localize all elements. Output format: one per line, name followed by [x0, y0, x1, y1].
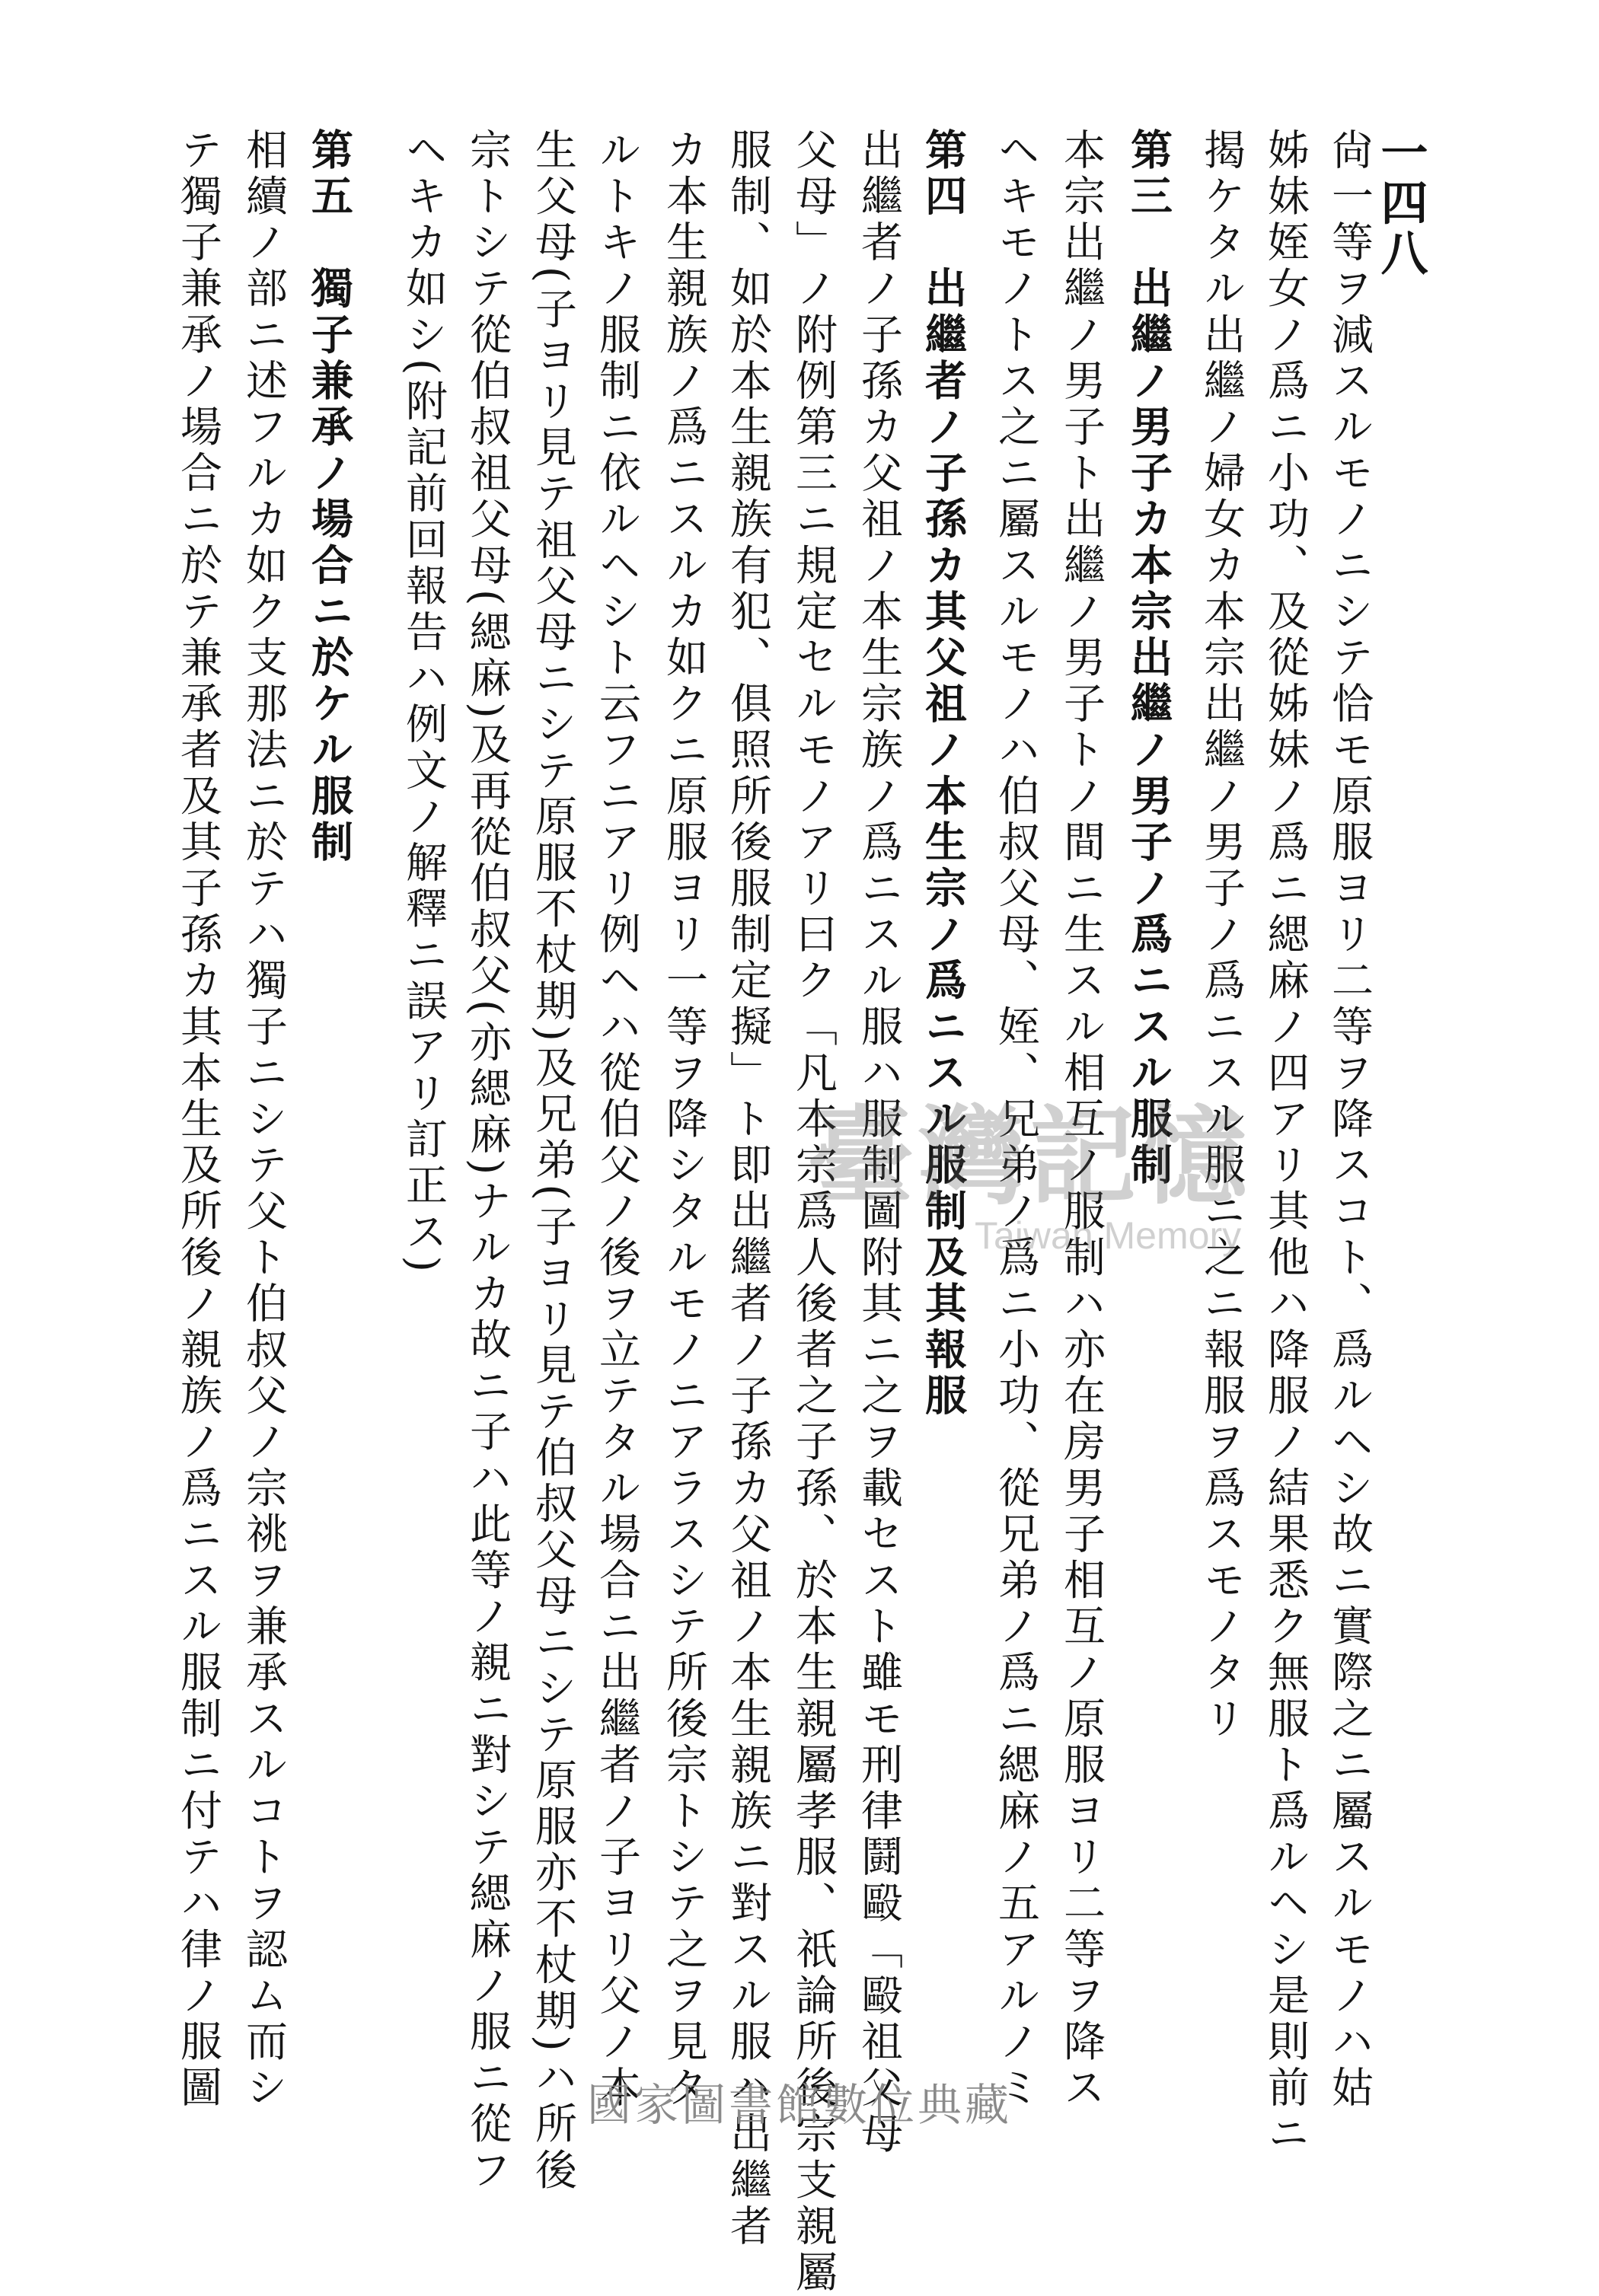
text-column: カ本生親族ノ爲ニスルカ如クニ原服ヨリ一等ヲ降シタルモノニアラスシテ所後宗トシテ之ヲ見タ	[659, 128, 708, 2112]
text-column: 揭ケタル出繼ノ婦女カ本宗出繼ノ男子ノ爲ニスル服ニ之ニ報服ヲ爲スモノタリ	[1197, 128, 1246, 1743]
text-column: 尙一等ヲ減スルモノニシテ恰モ原服ヨリ二等ヲ降スコト、爲ルヘシ故ニ實際之ニ屬スルモノハ姑	[1325, 128, 1374, 2112]
section-heading: 第五 獨子兼承ノ場合ニ於ケル服制	[305, 128, 353, 866]
text-column: 相續ノ部ニ述フルカ如ク支那法ニ於テハ獨子ニシテ父ト伯叔父ノ宗祧ヲ兼承スルコトヲ認ム而シ	[239, 128, 288, 2112]
footer-archive-label: 國家圖書館數位典藏	[586, 2079, 1012, 2131]
text-column: 出繼者ノ子孫カ父祖ノ本生宗族ノ爲ニスル服ハ服制圖附其ニ之ヲ載セスト雖モ刑律鬪毆「毆祖父母	[854, 128, 903, 2158]
page-number: 一四八	[1373, 128, 1428, 279]
text-column: 宗トシテ從伯叔祖父母(緦麻)及再從伯叔父(亦緦麻)ナルカ故ニ子ハ此等ノ親ニ對シテ緦麻ノ服ニ從フ	[463, 128, 512, 2195]
text-column: ルトキノ服制ニ依ルヘシト云フニアリ例ヘハ從伯父ノ後ヲ立テタル場合ニ出繼者ノ子ヨリ父ノ本	[592, 128, 641, 2112]
text-column: 本宗出繼ノ男子ト出繼ノ男子トノ間ニ生スル相互ノ服制ハ亦在房男子相互ノ原服ヨリ二等ヲ降ス	[1057, 128, 1106, 2112]
watermark-subtitle: Taiwan Memory	[975, 1214, 1242, 1257]
watermark-title: 臺灣記憶	[807, 1095, 1253, 1220]
text-column: テ獨子兼承ノ場合ニ於テ兼承者及其子孫カ其本生及所後ノ親族ノ爲ニスル服制ニ付テハ律ノ服圖	[174, 128, 222, 2112]
text-column: 服制、如於本生親族有犯、俱照所後服制定擬」ト即出繼者ノ子孫カ父祖ノ本生親族ニ對スル服ハ出繼者	[723, 128, 772, 2250]
text-column: 父母」ノ附例第三ニ規定セルモノアリ曰ク「凡本宗爲人後者之子孫、於本生親屬孝服、祇論所後宗支親屬	[789, 128, 838, 2296]
section-heading: 第三 出繼ノ男子カ本宗出繼ノ男子ノ爲ニスル服制	[1124, 128, 1173, 1189]
text-column: ヘキモノトス之ニ屬スルモノハ伯叔父母、姪、兄弟ノ爲ニ小功、從兄弟ノ爲ニ緦麻ノ五アルノミ	[991, 128, 1040, 2112]
section-heading: 第四 出繼者ノ子孫カ其父祖ノ本生宗ノ爲ニスル服制及其報服	[918, 128, 967, 1420]
watermark	[807, 1095, 1253, 1258]
text-column: 姊妹姪女ノ爲ニ小功、及從姊妹ノ爲ニ緦麻ノ四アリ其他ハ降服ノ結果悉ク無服ト爲ルヘシ是則前ニ	[1261, 128, 1310, 2158]
text-column: 生父母(子ヨリ見テ祖父母ニシテ原服不杖期)及兄弟(子ヨリ見テ伯叔父母ニシテ原服亦不杖期)ハ所後	[528, 128, 577, 2195]
text-column: ヘキカ如シ(附記前回報告ハ例文ノ解釋ニ誤アリ訂正ス)	[399, 128, 448, 1277]
